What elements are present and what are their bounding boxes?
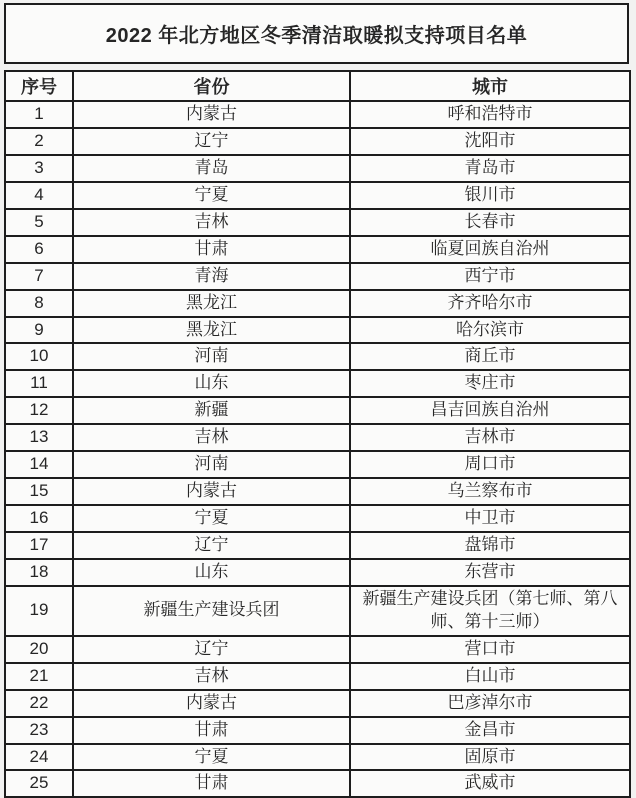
province-cell: 宁夏 xyxy=(73,744,350,771)
table-row xyxy=(5,209,630,236)
province-cell: 青海 xyxy=(73,263,350,290)
province-cell: 甘肃 xyxy=(73,770,350,797)
city-cell: 西宁市 xyxy=(350,263,630,290)
city-cell: 临夏回族自治州 xyxy=(350,236,630,263)
province-cell: 黑龙江 xyxy=(73,317,350,344)
row-index-cell: 6 xyxy=(5,236,73,263)
table-row xyxy=(5,744,630,771)
table-body xyxy=(5,101,630,797)
table-row xyxy=(5,532,630,559)
province-cell: 内蒙古 xyxy=(73,690,350,717)
province-cell: 甘肃 xyxy=(73,717,350,744)
province-cell: 吉林 xyxy=(73,209,350,236)
table-row xyxy=(5,505,630,532)
city-cell: 吉林市 xyxy=(350,424,630,451)
city-cell: 银川市 xyxy=(350,182,630,209)
province-cell: 辽宁 xyxy=(73,532,350,559)
row-index-cell: 14 xyxy=(5,451,73,478)
province-cell: 河南 xyxy=(73,451,350,478)
table-row xyxy=(5,343,630,370)
document-title-box xyxy=(4,3,629,64)
row-index-cell: 10 xyxy=(5,343,73,370)
province-cell: 宁夏 xyxy=(73,505,350,532)
row-index-cell: 18 xyxy=(5,559,73,586)
heating-projects-table xyxy=(4,70,631,798)
row-index-cell: 8 xyxy=(5,290,73,317)
table-row xyxy=(5,770,630,797)
table-row xyxy=(5,128,630,155)
row-index-cell: 1 xyxy=(5,101,73,128)
table-row xyxy=(5,636,630,663)
row-index-cell: 5 xyxy=(5,209,73,236)
table-row xyxy=(5,424,630,451)
table-row xyxy=(5,101,630,128)
city-cell: 昌吉回族自治州 xyxy=(350,397,630,424)
row-index-cell: 9 xyxy=(5,317,73,344)
city-cell: 沈阳市 xyxy=(350,128,630,155)
city-cell: 枣庄市 xyxy=(350,370,630,397)
province-cell: 山东 xyxy=(73,559,350,586)
row-index-cell: 25 xyxy=(5,770,73,797)
row-index-cell: 16 xyxy=(5,505,73,532)
province-cell: 辽宁 xyxy=(73,636,350,663)
header-cell-province: 省份 xyxy=(73,71,350,101)
row-index-cell: 17 xyxy=(5,532,73,559)
table-row xyxy=(5,317,630,344)
city-cell: 巴彦淖尔市 xyxy=(350,690,630,717)
province-cell: 河南 xyxy=(73,343,350,370)
city-cell: 盘锦市 xyxy=(350,532,630,559)
city-cell: 呼和浩特市 xyxy=(350,101,630,128)
row-index-cell: 13 xyxy=(5,424,73,451)
city-cell: 中卫市 xyxy=(350,505,630,532)
table-row xyxy=(5,155,630,182)
table-row xyxy=(5,663,630,690)
province-cell: 黑龙江 xyxy=(73,290,350,317)
province-cell: 宁夏 xyxy=(73,182,350,209)
row-index-cell: 12 xyxy=(5,397,73,424)
row-index-cell: 2 xyxy=(5,128,73,155)
table-row xyxy=(5,559,630,586)
table-row xyxy=(5,717,630,744)
city-cell: 哈尔滨市 xyxy=(350,317,630,344)
table-row xyxy=(5,690,630,717)
province-cell: 内蒙古 xyxy=(73,478,350,505)
table-row xyxy=(5,451,630,478)
row-index-cell: 21 xyxy=(5,663,73,690)
document-title: 2022 年北方地区冬季清洁取暖拟支持项目名单 xyxy=(105,25,528,47)
city-cell: 长春市 xyxy=(350,209,630,236)
table-row xyxy=(5,397,630,424)
row-index-cell: 11 xyxy=(5,370,73,397)
city-cell: 商丘市 xyxy=(350,343,630,370)
province-cell: 甘肃 xyxy=(73,236,350,263)
header-cell-index: 序号 xyxy=(5,71,73,101)
table-header-row xyxy=(5,71,630,101)
document-sheet xyxy=(4,3,629,798)
table-row xyxy=(5,236,630,263)
row-index-cell: 24 xyxy=(5,744,73,771)
city-cell: 东营市 xyxy=(350,559,630,586)
table-row xyxy=(5,586,630,636)
row-index-cell: 22 xyxy=(5,690,73,717)
table-row xyxy=(5,290,630,317)
province-cell: 青岛 xyxy=(73,155,350,182)
city-cell: 乌兰察布市 xyxy=(350,478,630,505)
city-cell: 齐齐哈尔市 xyxy=(350,290,630,317)
city-cell: 营口市 xyxy=(350,636,630,663)
province-cell: 内蒙古 xyxy=(73,101,350,128)
province-cell: 新疆 xyxy=(73,397,350,424)
table-row xyxy=(5,182,630,209)
row-index-cell: 23 xyxy=(5,717,73,744)
province-cell: 新疆生产建设兵团 xyxy=(73,586,350,636)
city-cell: 金昌市 xyxy=(350,717,630,744)
row-index-cell: 20 xyxy=(5,636,73,663)
row-index-cell: 4 xyxy=(5,182,73,209)
province-cell: 吉林 xyxy=(73,424,350,451)
province-cell: 辽宁 xyxy=(73,128,350,155)
table-row xyxy=(5,370,630,397)
row-index-cell: 3 xyxy=(5,155,73,182)
city-cell: 武威市 xyxy=(350,770,630,797)
city-cell: 青岛市 xyxy=(350,155,630,182)
province-cell: 山东 xyxy=(73,370,350,397)
city-cell: 新疆生产建设兵团（第七师、第八师、第十三师） xyxy=(350,586,630,636)
table-row xyxy=(5,263,630,290)
row-index-cell: 15 xyxy=(5,478,73,505)
province-cell: 吉林 xyxy=(73,663,350,690)
table-row xyxy=(5,478,630,505)
header-cell-city: 城市 xyxy=(350,71,630,101)
row-index-cell: 19 xyxy=(5,586,73,636)
city-cell: 固原市 xyxy=(350,744,630,771)
city-cell: 周口市 xyxy=(350,451,630,478)
row-index-cell: 7 xyxy=(5,263,73,290)
city-cell: 白山市 xyxy=(350,663,630,690)
